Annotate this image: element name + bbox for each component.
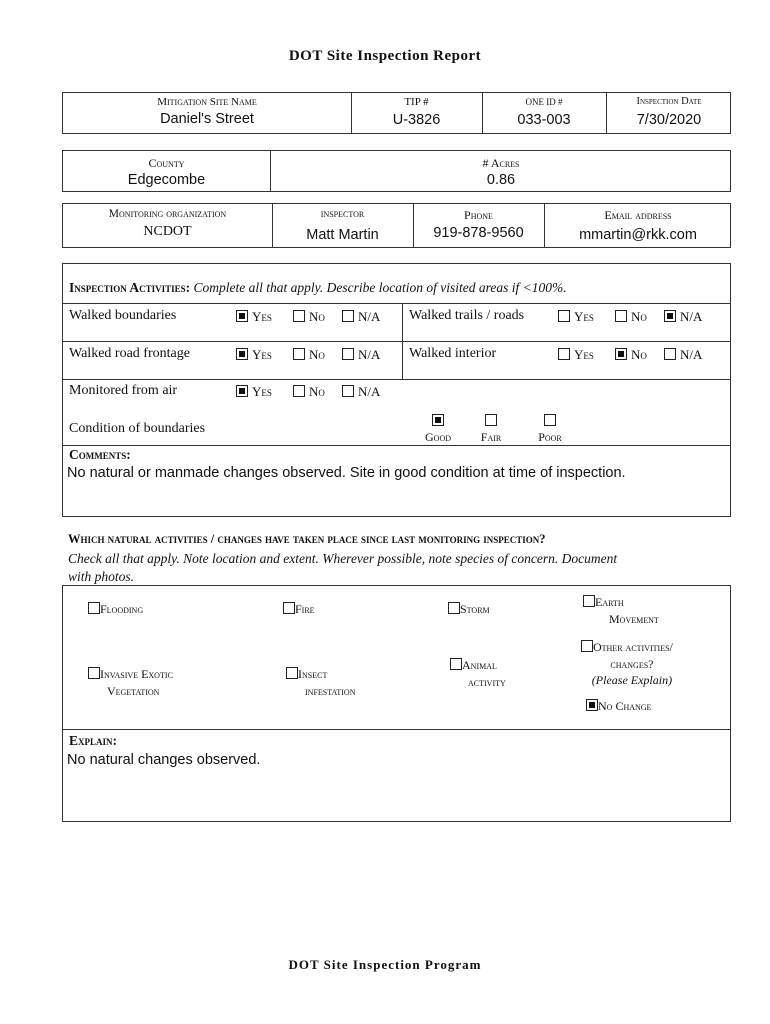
county-box [62, 150, 731, 192]
animal-activity-option[interactable]: Animal activity [450, 658, 506, 690]
insect-infestation-option[interactable]: Insect infestation [286, 667, 355, 699]
condition-good[interactable]: Good [421, 412, 455, 445]
fire-option[interactable]: Fire [283, 602, 315, 617]
phone-label: Phone [464, 208, 493, 222]
activities-header [69, 280, 567, 296]
walked-boundaries-yes[interactable]: Yes [236, 309, 272, 325]
acres-label: # Acres [482, 156, 520, 170]
acres-value[interactable]: 0.86 [486, 172, 516, 188]
checkbox-checked-icon [236, 385, 248, 397]
natural-heading: Which natural activities / changes have taken place since last monitoring inspection? [68, 532, 546, 546]
checkbox-icon [342, 310, 354, 322]
checkbox-icon [293, 348, 305, 360]
walked-boundaries-no[interactable]: No [293, 309, 325, 325]
checkbox-checked-icon [664, 310, 676, 322]
walked-boundaries-na[interactable]: N/A [342, 309, 380, 325]
walked-road-frontage-na[interactable]: N/A [342, 347, 380, 363]
report-title-text: DOT Site Inspection Report [288, 48, 482, 64]
email-value[interactable]: mmartin@rkk.com [579, 227, 697, 243]
walked-road-frontage-no[interactable]: No [293, 347, 325, 363]
walked-boundaries-label: Walked boundaries [69, 308, 177, 323]
explain-value[interactable]: No natural changes observed. [67, 752, 261, 768]
walked-interior-no[interactable]: No [615, 347, 647, 363]
site-name-label: Mitigation Site Name [157, 96, 257, 108]
checkbox-icon [286, 667, 298, 679]
phone-value[interactable]: 919-878-9560 [433, 225, 524, 241]
monitored-from-air-na[interactable]: N/A [342, 384, 380, 400]
checkbox-icon [664, 348, 676, 360]
other-activities-option[interactable]: Other activities/ changes? (Please Explain) [581, 640, 673, 688]
activities-heading: Inspection Activities: [69, 280, 191, 295]
checkbox-checked-icon [432, 414, 444, 426]
checkbox-checked-icon [236, 348, 248, 360]
monitored-from-air-no[interactable]: No [293, 384, 325, 400]
explain-label: Explain: [69, 733, 118, 748]
checkbox-icon [283, 602, 295, 614]
footer-program: DOT Site Inspection Program [288, 957, 482, 972]
site-name-value[interactable]: Daniel's Street [160, 111, 254, 127]
county-value[interactable]: Edgecombe [127, 172, 206, 188]
walked-road-frontage-label: Walked road frontage [69, 346, 190, 361]
inspection-activities-box [62, 263, 731, 517]
checkbox-icon [581, 640, 593, 652]
no-change-option[interactable]: No Change [586, 699, 651, 714]
site-info-box [62, 92, 731, 134]
walked-trails-label: Walked trails / roads [409, 308, 525, 323]
monitoring-org-label: Monitoring organization [108, 208, 227, 220]
natural-instructions-line1: Check all that apply. Note location and extent. Wherever possible, note species of concern. Document [68, 551, 618, 566]
checkbox-icon [558, 348, 570, 360]
comments-value[interactable]: No natural or manmade changes observed. Site in good condition at time of inspection. [67, 465, 626, 481]
checkbox-icon [342, 385, 354, 397]
walked-trails-yes[interactable]: Yes [558, 309, 594, 325]
organization-box [62, 203, 731, 248]
inspector-label: inspector [320, 208, 365, 220]
checkbox-icon [583, 595, 595, 607]
walked-interior-na[interactable]: N/A [664, 347, 702, 363]
walked-interior-yes[interactable]: Yes [558, 347, 594, 363]
checkbox-checked-icon [615, 348, 627, 360]
checkbox-icon [88, 602, 100, 614]
walked-trails-no[interactable]: No [615, 309, 647, 325]
checkbox-icon [293, 385, 305, 397]
checkbox-icon [558, 310, 570, 322]
inspection-date-label: Inspection Date [636, 96, 702, 107]
county-label: County [148, 156, 185, 170]
one-id-label: ONE ID # [525, 97, 563, 107]
walked-road-frontage-yes[interactable]: Yes [236, 347, 272, 363]
checkbox-icon [485, 414, 497, 426]
report-title [0, 48, 770, 65]
condition-poor[interactable]: Poor [534, 412, 566, 445]
flooding-option[interactable]: Flooding [88, 602, 143, 617]
checkbox-checked-icon [586, 699, 598, 711]
walked-interior-label: Walked interior [409, 346, 497, 361]
invasive-exotic-option[interactable]: Invasive Exotic Vegetation [88, 667, 173, 699]
tip-value[interactable]: U-3826 [392, 112, 441, 128]
natural-activities-box [62, 585, 731, 822]
walked-trails-na[interactable]: N/A [664, 309, 702, 325]
checkbox-icon [448, 602, 460, 614]
checkbox-icon [450, 658, 462, 670]
one-id-value[interactable]: 033-003 [517, 112, 571, 128]
checkbox-icon [88, 667, 100, 679]
storm-option[interactable]: Storm [448, 602, 490, 617]
email-label: Email address [604, 208, 672, 222]
comments-label: Comments: [69, 447, 131, 462]
tip-label: TIP # [404, 96, 429, 108]
natural-instructions-line2: with photos. [68, 569, 135, 584]
checkbox-icon [544, 414, 556, 426]
monitoring-org-value[interactable]: NCDOT [143, 224, 192, 239]
monitored-from-air-label: Monitored from air [69, 383, 178, 398]
checkbox-checked-icon [236, 310, 248, 322]
checkbox-icon [293, 310, 305, 322]
earth-movement-option[interactable]: Earth Movement [583, 595, 659, 627]
checkbox-icon [342, 348, 354, 360]
checkbox-icon [615, 310, 627, 322]
condition-label: Condition of boundaries [69, 421, 206, 436]
inspector-value[interactable]: Matt Martin [306, 227, 379, 243]
monitored-from-air-yes[interactable]: Yes [236, 384, 272, 400]
activities-instructions: Complete all that apply. Describe location of visited areas if <100%. [193, 280, 567, 295]
condition-fair[interactable]: Fair [476, 412, 506, 445]
inspection-date-value[interactable]: 7/30/2020 [636, 112, 702, 128]
